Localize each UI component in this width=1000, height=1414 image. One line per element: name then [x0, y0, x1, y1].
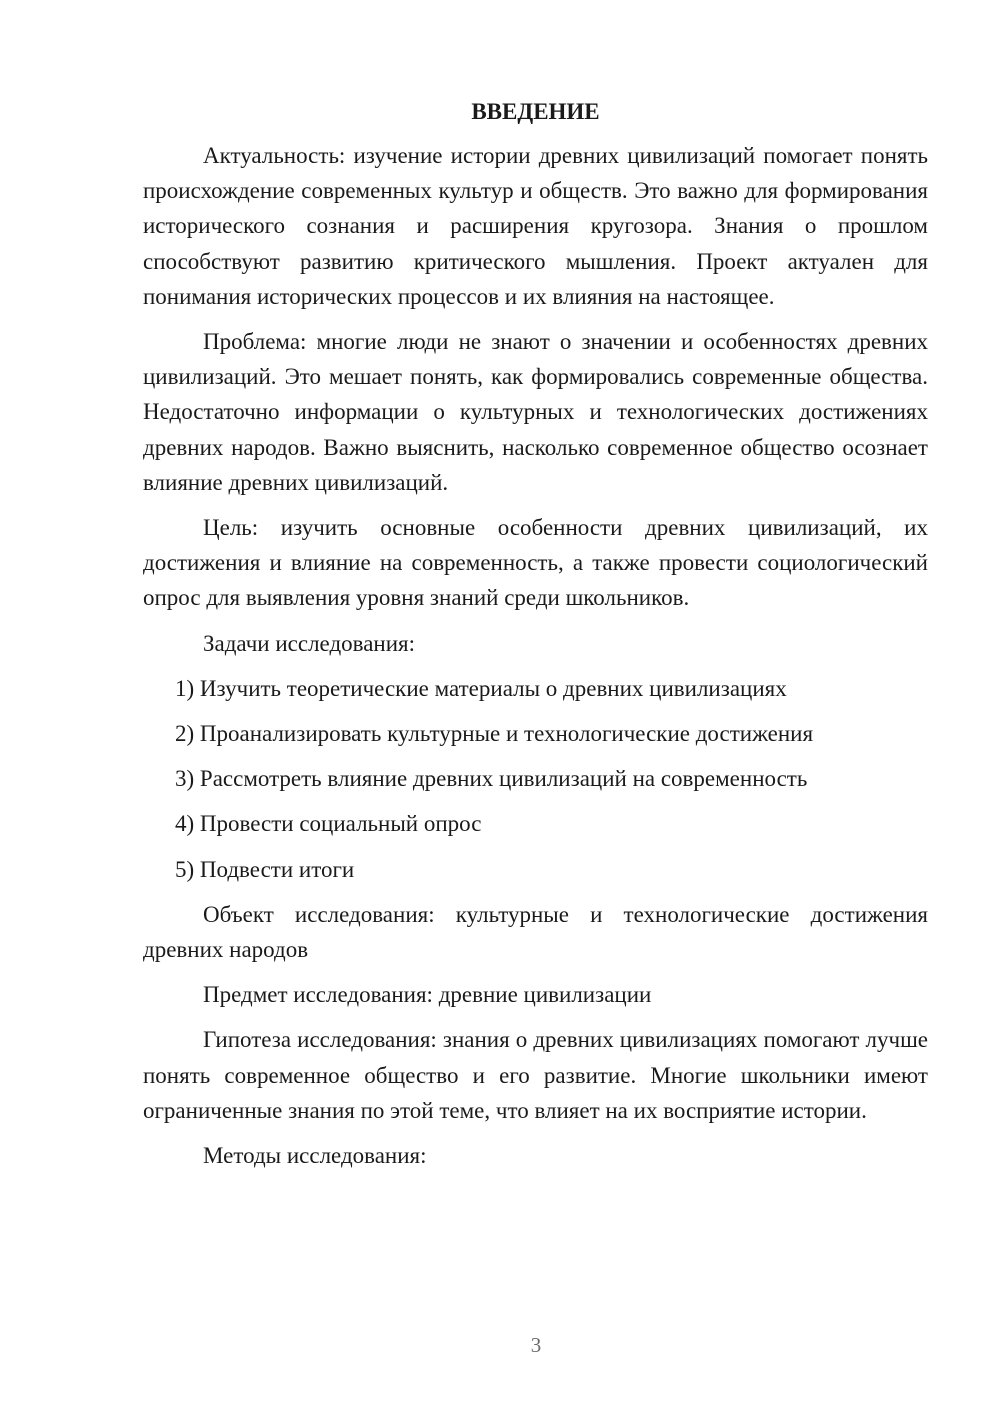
- page-heading: ВВЕДЕНИЕ: [471, 99, 600, 124]
- task-item: 2) Проанализировать культурные и технологические достижения: [175, 721, 814, 747]
- task-item: 5) Подвести итоги: [175, 856, 355, 882]
- hypothesis-paragraph: Гипотеза исследования: знания о древних цивилизациях помогают лучше понять современное общество и его развитие. Многие школьники имеют ограниченные знания по этой теме, что влияет на их восприятие истории.: [143, 1027, 928, 1123]
- subject-paragraph: Предмет исследования: древние цивилизации: [203, 982, 652, 1008]
- methods-title: Методы исследования:: [203, 1143, 427, 1169]
- task-item: 1) Изучить теоретические материалы о древних цивилизациях: [175, 675, 787, 701]
- task-item: 4) Провести социальный опрос: [175, 811, 482, 837]
- page-number: 3: [530, 1333, 542, 1357]
- tasks-title: Задачи исследования:: [203, 630, 416, 656]
- task-item: 3) Рассмотреть влияние древних цивилизаций на современность: [175, 766, 808, 792]
- problem-paragraph: Проблема: многие люди не знают о значении и особенностях древних цивилизаций. Это мешает понять, как формировались современные общества. Недостаточно информации о культурных и технологических достижениях древних народов. Важно выяснить, насколько современное общество осознает влияние древних цивилизаций.: [143, 329, 928, 495]
- relevance-paragraph: Актуальность: изучение истории древних цивилизаций помогает понять происхождение современных культур и обществ. Это важно для формирования исторического сознания и расширения кругозора. Знания о прошлом способствуют развитию критического мышления. Проект актуален для понимания исторических процессов и их влияния на настоящее.: [143, 143, 928, 309]
- object-paragraph: Объект исследования: культурные и технологические достижения древних народов: [143, 901, 928, 963]
- goal-paragraph: Цель: изучить основные особенности древних цивилизаций, их достижения и влияние на современность, а также провести социологический опрос для выявления уровня знаний среди школьников.: [143, 515, 928, 611]
- page-content: [143, 94, 928, 1183]
